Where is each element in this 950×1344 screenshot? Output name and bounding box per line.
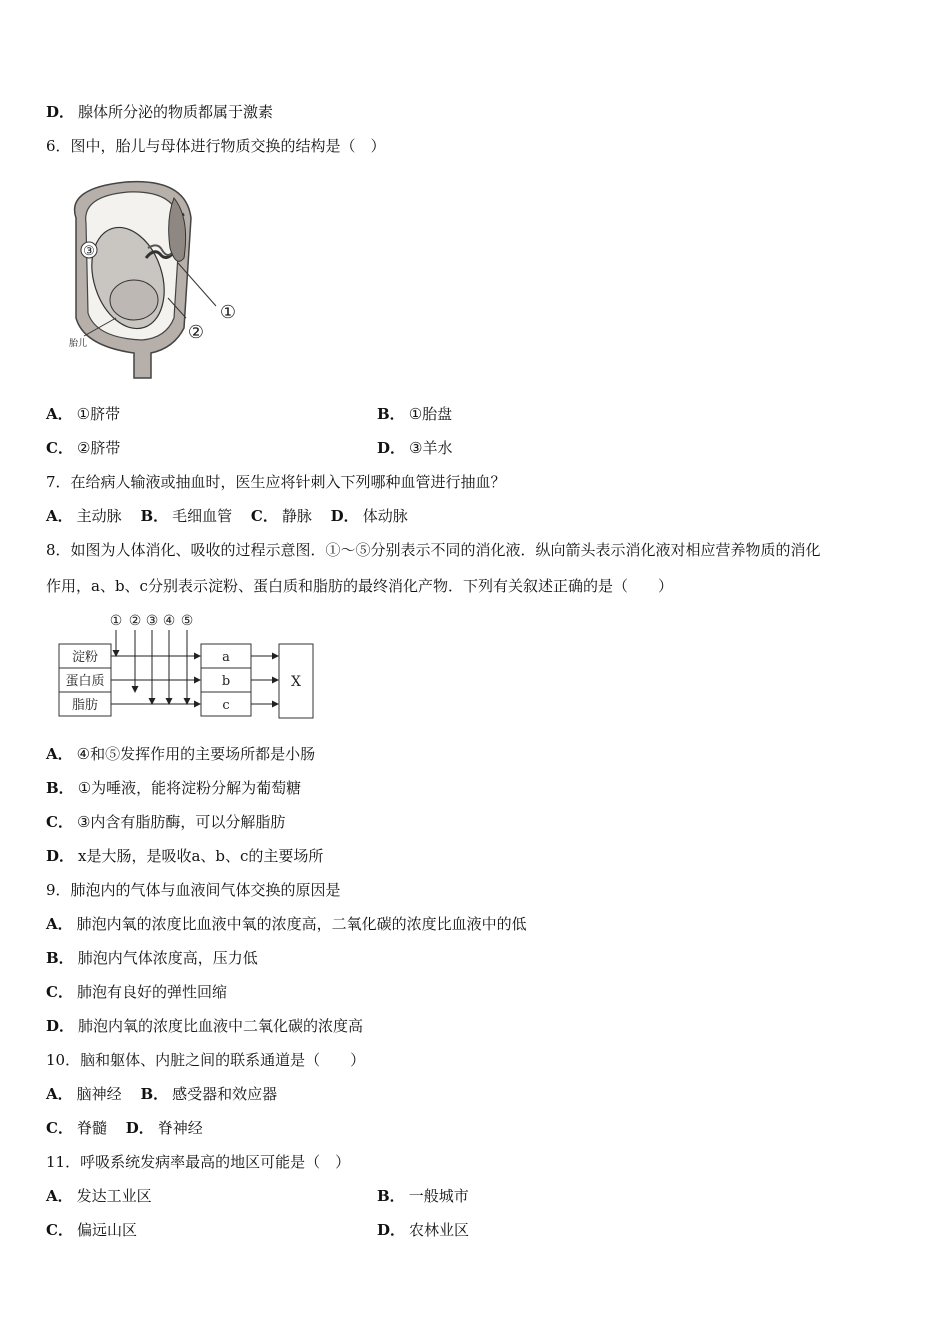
product-c: c <box>222 698 230 713</box>
option-text: x是大肠，是吸收a、b、c的主要场所 <box>78 847 324 865</box>
option-label: A． <box>46 507 73 525</box>
option-text: 主动脉 <box>76 507 122 525</box>
option-label: B． <box>377 1187 405 1205</box>
q10-options-row2 <box>46 1118 203 1138</box>
q9-stem: 9．肺泡内的气体与血液间气体交换的原因是 <box>46 881 341 899</box>
q10-options-row1 <box>46 1084 277 1104</box>
option-text: 肺泡内氧的浓度比血液中二氧化碳的浓度高 <box>78 1017 364 1035</box>
option-text: 发达工业区 <box>76 1187 152 1205</box>
nutrient-starch: 淀粉 <box>71 650 99 665</box>
fetus-head <box>110 280 158 320</box>
q6-stem: 6．图中，胎儿与母体进行物质交换的结构是（ ） <box>46 137 386 155</box>
q6-option-a <box>46 404 120 424</box>
option-text: ③内含有脂肪酶，可以分解脂肪 <box>76 813 286 831</box>
q7-options <box>46 506 408 526</box>
product-b: b <box>221 674 231 689</box>
option-text: 一般城市 <box>408 1187 469 1205</box>
option-label: D． <box>46 103 75 121</box>
product-a: a <box>222 650 230 665</box>
liquid-2: ② <box>128 613 142 629</box>
q8-option-d <box>46 846 323 866</box>
option-label: D． <box>377 1221 406 1239</box>
option-text: 体动脉 <box>362 507 408 525</box>
option-text: 静脉 <box>281 507 312 525</box>
option-label: B． <box>140 1085 169 1103</box>
option-label: C． <box>46 439 73 457</box>
q8-option-b <box>46 778 301 798</box>
q9-option-a <box>46 914 527 934</box>
liquid-3: ③ <box>145 613 159 629</box>
mark-2: ② <box>187 322 205 343</box>
q11-option-d <box>377 1220 469 1240</box>
option-text: 脊神经 <box>157 1119 203 1137</box>
q5-option-d <box>46 102 273 122</box>
option-label: D． <box>377 439 406 457</box>
option-text: 脊髓 <box>76 1119 107 1137</box>
option-label: B． <box>377 405 405 423</box>
option-label: D． <box>125 1119 154 1137</box>
option-label: A． <box>46 1187 73 1205</box>
option-label: A． <box>46 405 73 423</box>
option-text: ①为唾液，能将淀粉分解为葡萄糖 <box>77 779 302 797</box>
option-text: ②脐带 <box>76 439 121 457</box>
option-text: 腺体所分泌的物质都属于激素 <box>78 103 274 121</box>
option-label: B． <box>46 779 74 797</box>
liquid-1: ① <box>109 613 123 629</box>
option-label: A． <box>46 915 73 933</box>
option-label: D． <box>46 847 75 865</box>
option-label: C． <box>46 813 73 831</box>
q9-option-c <box>46 982 227 1002</box>
q9-option-d <box>46 1016 363 1036</box>
option-label: D． <box>46 1017 75 1035</box>
option-label: C． <box>46 1221 73 1239</box>
q11-stem: 11．呼吸系统发病率最高的地区可能是（ ） <box>46 1153 351 1171</box>
nutrient-fat: 脂肪 <box>71 698 99 713</box>
q11-option-c <box>46 1220 137 1240</box>
option-text: 肺泡内氧的浓度比血液中氧的浓度高，二氧化碳的浓度比血液中的低 <box>76 915 527 933</box>
option-text: 脑神经 <box>76 1085 122 1103</box>
mark-1: ① <box>219 302 237 323</box>
option-label: C． <box>46 983 73 1001</box>
option-label: B． <box>140 507 169 525</box>
option-text: ③羊水 <box>409 439 453 457</box>
option-label: A． <box>46 1085 73 1103</box>
liquid-5: ⑤ <box>180 613 194 629</box>
option-label: C． <box>46 1119 73 1137</box>
option-text: 农林业区 <box>409 1221 470 1239</box>
q8-option-a <box>46 744 315 764</box>
q11-option-a <box>46 1186 152 1206</box>
q6-option-d <box>377 438 452 458</box>
q8-figure-digestion <box>56 610 326 725</box>
option-text: 肺泡内气体浓度高，压力低 <box>77 949 258 967</box>
mark-3: ③ <box>83 244 95 259</box>
option-text: 肺泡有良好的弹性回缩 <box>76 983 227 1001</box>
option-label: A． <box>46 745 73 763</box>
option-text: ①胎盘 <box>408 405 453 423</box>
q8-option-c <box>46 812 285 832</box>
option-label: D． <box>330 507 359 525</box>
option-text: ①脐带 <box>76 405 121 423</box>
option-text: 感受器和效应器 <box>172 1085 278 1103</box>
organ-x: X <box>291 674 301 690</box>
option-text: ④和⑤发挥作用的主要场所都是小肠 <box>76 745 316 763</box>
fetus-label: 胎儿 <box>68 339 88 349</box>
option-text: 偏远山区 <box>76 1221 137 1239</box>
option-text: 毛细血管 <box>172 507 233 525</box>
q8-stem-line1: 8．如图为人体消化、吸收的过程示意图．①～⑤分别表示不同的消化液．纵向箭头表示消化液对相应营养物质的消化 <box>46 541 821 559</box>
q6-option-b <box>377 404 452 424</box>
q6-option-c <box>46 438 120 458</box>
q7-stem: 7．在给病人输液或抽血时，医生应将针刺入下列哪种血管进行抽血？ <box>46 473 506 491</box>
q9-option-b <box>46 948 258 968</box>
liquid-4: ④ <box>162 613 176 629</box>
nutrient-protein: 蛋白质 <box>65 674 105 689</box>
q8-stem-line2: 作用，a、b、c分别表示淀粉、蛋白质和脂肪的最终消化产物．下列有关叙述正确的是（ ） <box>46 577 673 595</box>
option-label: B． <box>46 949 74 967</box>
q6-figure-uterus-fetus <box>56 178 246 383</box>
q10-stem: 10．脑和躯体、内脏之间的联系通道是（ ） <box>46 1051 366 1069</box>
option-label: C． <box>250 507 278 525</box>
q11-option-b <box>377 1186 469 1206</box>
